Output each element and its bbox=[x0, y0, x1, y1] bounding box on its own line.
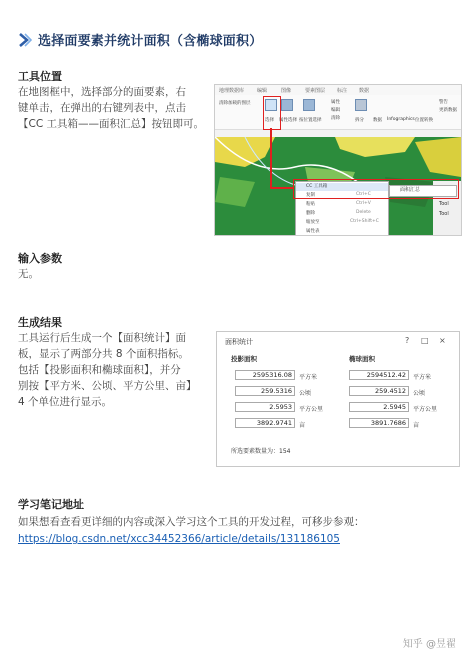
highlight-connector bbox=[270, 128, 272, 188]
projected-sqm-value: 2595316.08 bbox=[235, 370, 295, 380]
unit-label: 亩 bbox=[299, 422, 306, 429]
section-header bbox=[18, 30, 262, 49]
result-text bbox=[18, 330, 214, 410]
location-select-button[interactable]: 按位置选择 bbox=[299, 118, 322, 123]
ribbon bbox=[215, 95, 461, 130]
close-icon[interactable]: × bbox=[439, 336, 446, 345]
result-line: 4 个单位进行显示。 bbox=[18, 396, 113, 408]
context-menu-item-cc-toolbox[interactable]: CC 工具箱 bbox=[296, 183, 388, 191]
ribbon-tab[interactable]: 数据 bbox=[359, 88, 370, 94]
ribbon-tab[interactable]: 地理数据库 bbox=[219, 88, 245, 94]
context-menu-item-copy[interactable]: 复制 Ctrl+C bbox=[306, 192, 371, 198]
location-line: 【CC 工具箱——面积汇总】按钮即可。 bbox=[18, 118, 205, 130]
location-convert-button[interactable]: 位置转换 bbox=[415, 118, 433, 123]
ribbon-tab[interactable]: 图像 bbox=[281, 88, 292, 94]
ribbon-tab[interactable]: 编辑 bbox=[257, 88, 268, 94]
location-line: 键单击，在弹出的右键列表中，点击 bbox=[18, 102, 186, 114]
ribbon-tab[interactable]: 要素图层 bbox=[305, 88, 326, 94]
projected-hectare-value: 259.5316 bbox=[235, 386, 295, 396]
tool-location-screenshot bbox=[214, 84, 462, 236]
blog-link[interactable]: https://blog.csdn.net/xcc34452366/article/details/131186105 bbox=[18, 533, 340, 545]
input-text: 无。 bbox=[18, 268, 39, 280]
split-icon[interactable] bbox=[355, 99, 367, 111]
watermark: 知乎 @昱翟 bbox=[402, 639, 456, 650]
ellipsoid-sqm-value: 2594512.42 bbox=[349, 370, 409, 380]
warning-button[interactable]: 警告 bbox=[439, 100, 448, 105]
chevron-right-icon bbox=[18, 33, 32, 47]
data-button[interactable]: 数据 bbox=[373, 118, 382, 123]
side-panel-label: Tool bbox=[439, 211, 449, 217]
maximize-icon[interactable]: □ bbox=[421, 336, 429, 345]
context-menu-item-delete[interactable]: 删除 Delete bbox=[306, 210, 371, 216]
result-line: 工具运行后生成一个【面积统计】面 bbox=[18, 332, 186, 344]
projected-mu-value: 3892.9741 bbox=[235, 418, 295, 428]
side-panel-label: Tool bbox=[439, 201, 449, 207]
infographics-button[interactable]: Infographics bbox=[387, 117, 415, 122]
result-line: 板，显示了两部分共 8 个面积指标。 bbox=[18, 348, 189, 360]
location-line: 在地图框中，选择部分的面要素，右 bbox=[18, 86, 186, 98]
result-heading: 生成结果 bbox=[18, 316, 62, 329]
attribute-select-button[interactable]: 属性选择 bbox=[279, 118, 297, 123]
selected-count-status: 所选要素数量为：154 bbox=[231, 448, 291, 455]
submenu-area-summary[interactable]: 面积汇总 bbox=[389, 185, 457, 197]
select-button[interactable]: 选择 bbox=[265, 118, 274, 123]
split-button[interactable]: 拆分 bbox=[355, 118, 364, 123]
clear-layers-button[interactable]: 清除加载的图层 bbox=[219, 101, 251, 106]
ellipsoid-hectare-value: 259.4512 bbox=[349, 386, 409, 396]
ribbon-tabs bbox=[215, 85, 461, 95]
update-data-button[interactable]: 更新数据 bbox=[439, 108, 457, 113]
highlight-box bbox=[263, 96, 281, 130]
context-menu-item-paste[interactable]: 粘贴 Ctrl+V bbox=[306, 201, 371, 207]
area-stats-panel bbox=[216, 331, 460, 467]
notes-text: 如果想看查看更详细的内容或深入学习这个工具的开发过程，可移步参观： bbox=[18, 516, 365, 528]
result-line: 别按【平方米、公顷、平方公里、亩】 bbox=[18, 380, 197, 392]
context-menu-item-attribute-table[interactable]: 属性表 bbox=[306, 229, 320, 234]
ellipsoid-sqkm-value: 2.5945 bbox=[349, 402, 409, 412]
ribbon-tab[interactable]: 标注 bbox=[337, 88, 348, 94]
result-line: 包括【投影面积和椭球面积】，并分 bbox=[18, 364, 181, 376]
unit-label: 平方公里 bbox=[299, 406, 324, 413]
projected-area-label: 投影面积 bbox=[231, 355, 257, 363]
highlight-box bbox=[293, 179, 459, 199]
context-menu-item-zoom[interactable]: 缩放至 Ctrl+Shift+C bbox=[306, 219, 379, 225]
page-title: 选择面要素并统计面积（含椭球面积） bbox=[38, 34, 263, 49]
location-text bbox=[18, 84, 214, 132]
attribute-select-icon[interactable] bbox=[281, 99, 293, 111]
unit-label: 平方米 bbox=[299, 374, 318, 381]
clear-button[interactable]: 清除 bbox=[331, 116, 340, 121]
projected-sqkm-value: 2.5953 bbox=[235, 402, 295, 412]
ellipsoid-mu-value: 3891.7686 bbox=[349, 418, 409, 428]
attribute-button[interactable]: 属性 bbox=[331, 100, 340, 105]
location-heading: 工具位置 bbox=[18, 70, 62, 83]
unit-label: 平方米 bbox=[413, 374, 432, 381]
help-icon[interactable]: ? bbox=[405, 336, 410, 345]
location-select-icon[interactable] bbox=[303, 99, 315, 111]
notes-heading: 学习笔记地址 bbox=[18, 498, 84, 511]
panel-title: 面积统计 bbox=[225, 338, 253, 346]
ellipsoid-area-label: 椭球面积 bbox=[349, 355, 375, 363]
unit-label: 平方公里 bbox=[413, 406, 438, 413]
highlight-connector bbox=[270, 187, 294, 189]
unit-label: 亩 bbox=[413, 422, 420, 429]
input-heading: 输入参数 bbox=[18, 252, 62, 265]
edit-button[interactable]: 编辑 bbox=[331, 108, 340, 113]
unit-label: 公顷 bbox=[413, 390, 426, 397]
unit-label: 公顷 bbox=[299, 390, 312, 397]
